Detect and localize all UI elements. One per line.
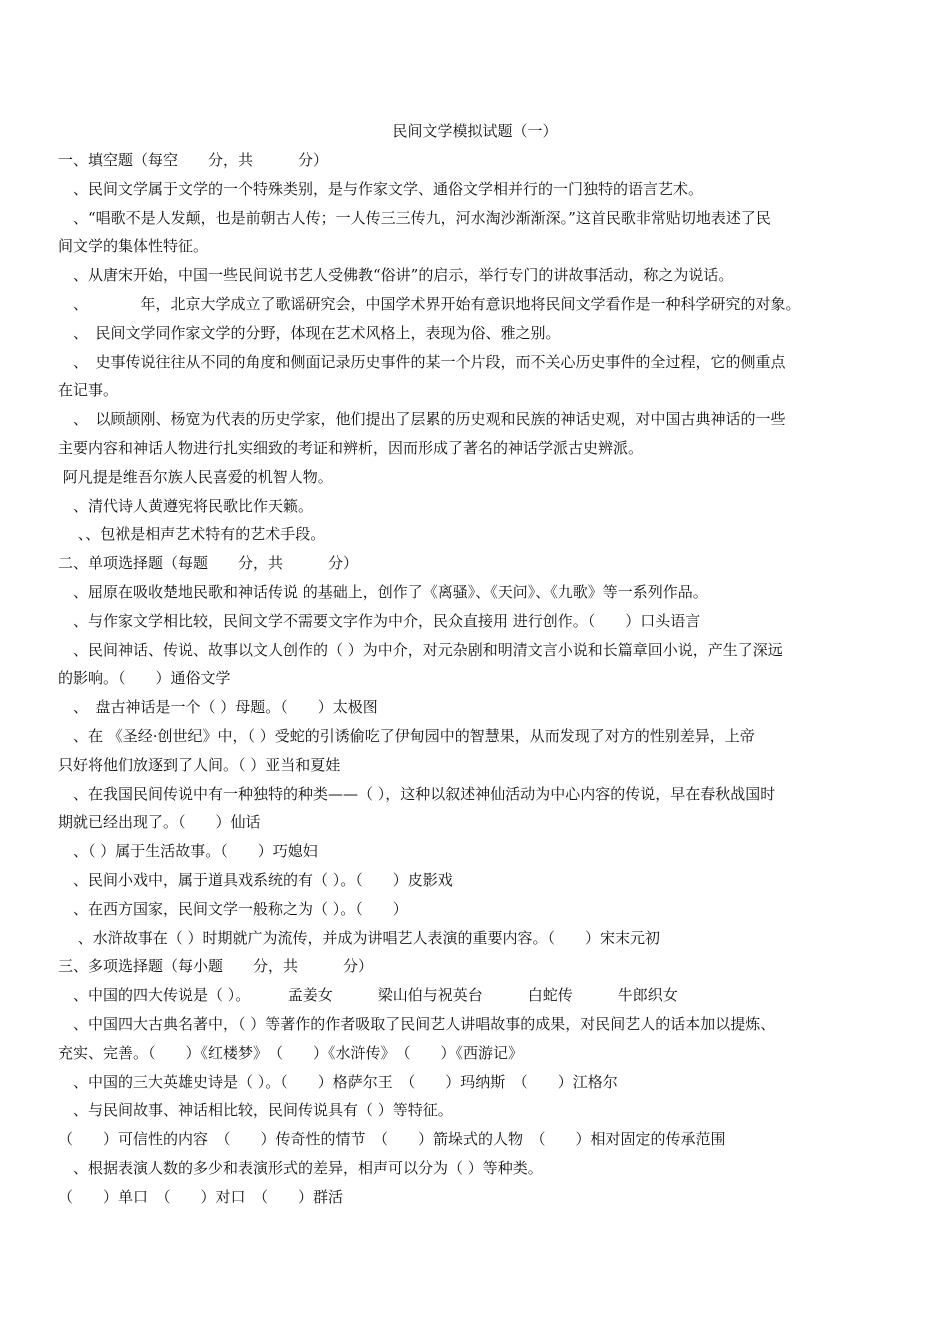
question-line: 、清代诗人黄遵宪将民歌比作天籁。: [58, 496, 314, 515]
question-line: 、中国四大古典名著中，（ ）等著作的作者吸取了民间艺人讲唱故事的成果，对民间艺人的话本加以提炼、: [58, 1014, 776, 1033]
question-line: 、“唱歌不是人发颠，也是前朝古人传；一人传三三传九，河水淘沙渐渐深。”这首民歌非常贴切地表述了民: [58, 208, 771, 227]
question-line: 、 民间文学同作家文学的分野，体现在艺术风格上，表现为俗、雅之别。: [58, 323, 561, 342]
question-line: 充实、完善。（ ）《红楼梦》 （ ）《水浒传》 （ ）《西游记》: [58, 1043, 524, 1062]
section-heading: 三、多项选择题（每小题 分，共 分）: [58, 957, 374, 976]
question-line: 、屈原在吸收楚地民歌和神话传说 的基础上，创作了《离骚》、《天问》、《九歌》等一系列作品。: [58, 582, 708, 601]
exam-body: [58, 146, 906, 1211]
question-line: 、中国的三大英雄史诗是（ ）。（ ）格萨尔王 （ ）玛纳斯 （ ）江格尔: [58, 1072, 618, 1091]
question-line: 、中国的四大传说是（ ）。 孟姜女 梁山伯与祝英台 白蛇传 牛郎织女: [58, 986, 678, 1005]
question-line: 、 年，北京大学成立了歌谣研究会，中国学术界开始有意识地将民间文学看作是一种科学研究的对象。: [58, 294, 801, 313]
question-line: 、 史事传说往往从不同的角度和侧面记录历史事件的某一个片段，而不关心历史事件的全过程，它的侧重点: [58, 352, 786, 371]
question-line: （ ）可信性的内容 （ ）传奇性的情节 （ ）箭垛式的人物 （ ）相对固定的传承范围: [58, 1130, 726, 1149]
question-line: 、在 《圣经·创世纪》中，（ ）受蛇的引诱偷吃了伊甸园中的智慧果，从而发现了对方的性别差异，上帝: [58, 726, 755, 745]
question-line: 、 盘古神话是一个（ ）母题。（ ）太极图: [58, 698, 378, 717]
question-line: 阿凡提是维吾尔族人民喜爱的机智人物。: [58, 467, 333, 486]
section-heading: 一、填空题（每空 分，共 分）: [58, 151, 329, 169]
question-line: 、、包袱是相声艺术特有的艺术手段。: [58, 525, 326, 544]
question-line: 、水浒故事在（ ）时期就广为流传，并成为讲唱艺人表演的重要内容。（ ）宋末元初: [58, 928, 661, 947]
question-line: 、民间神话、传说、故事以文人创作的（ ）为中介，对元杂剧和明清文言小说和长篇章回小说，产生了深远: [58, 640, 783, 659]
question-line: 、民间文学属于文学的一个特殊类别，是与作家文学、通俗文学相并行的一门独特的语言艺术。: [58, 179, 704, 198]
question-line: 只好将他们放逐到了人间。（ ）亚当和夏娃: [58, 755, 341, 774]
question-line: 、民间小戏中，属于道具戏系统的有（ ）。（ ）皮影戏: [58, 870, 453, 889]
question-line: （ ）单口 （ ）对口 （ ）群活: [58, 1187, 344, 1206]
question-line: 、与民间故事、神话相比较，民间传说具有（ ）等特征。: [58, 1101, 453, 1120]
question-line: 、与作家文学相比较，民间文学不需要文字作为中介，民众直接用 进行创作。（ ）口头语言: [58, 611, 701, 630]
question-line: 、在我国民间传说中有一种独特的种类——（ ），这种以叙述神仙活动为中心内容的传说，早在春秋战国时: [58, 784, 776, 803]
question-line: 的影响。（ ）通俗文学: [58, 669, 231, 688]
question-line: 期就已经出现了。（ ）仙话: [58, 813, 261, 832]
question-line: 、（ ）属于生活故事。（ ）巧媳妇: [58, 842, 318, 861]
question-line: 、根据表演人数的多少和表演形式的差异，相声可以分为（ ）等种类。: [58, 1158, 543, 1177]
question-line: 在记事。: [58, 381, 119, 400]
section-heading: 二、单项选择题（每题 分，共 分）: [58, 554, 359, 573]
page-title: 民间文学模拟试题（一）: [392, 122, 558, 140]
question-line: 主要内容和神话人物进行扎实细致的考证和辨析，因而形成了著名的神话学派古史辨派。: [58, 438, 644, 457]
question-line: 、 以顾颉刚、杨宽为代表的历史学家，他们提出了层累的历史观和民族的神话史观，对中国古典神话的一些: [58, 410, 786, 429]
question-line: 、在西方国家，民间文学一般称之为（ ）。（ ）: [58, 899, 408, 918]
question-line: 间文学的集体性特征。: [58, 237, 209, 256]
question-line: 、从唐宋开始，中国一些民间说书艺人受佛教“俗讲”的启示，举行专门的讲故事活动，称之为说话。: [58, 266, 734, 285]
